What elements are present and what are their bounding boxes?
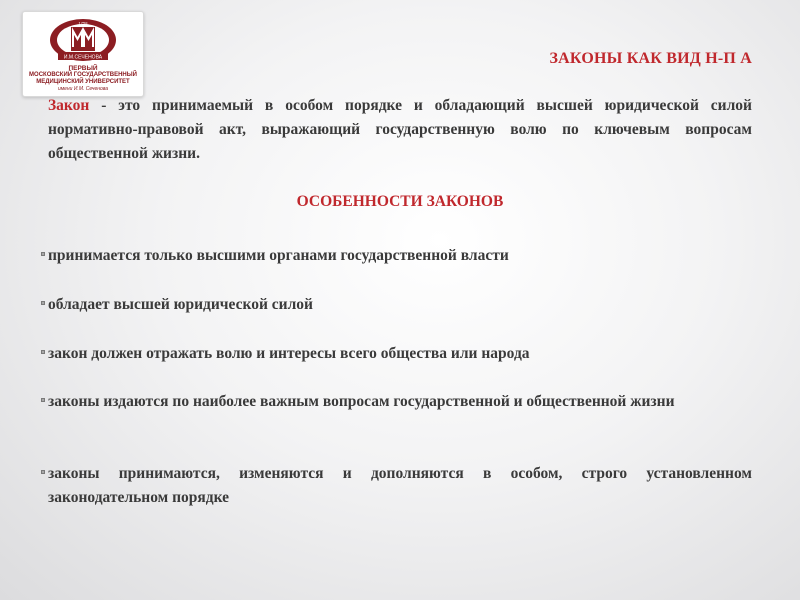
bullet-icon — [41, 252, 45, 256]
logo-line-1: ПЕРВЫЙ — [68, 65, 98, 72]
feature-text: законы издаются по наиболее важным вопросам государственной и общественной жизни — [48, 393, 675, 410]
feature-item — [48, 390, 752, 414]
feature-item — [48, 293, 752, 317]
university-logo — [22, 11, 144, 97]
logo-year: 1758 — [78, 20, 88, 26]
feature-text: законы принимаются, изменяются и дополняются в особом, строго установленном законодательном порядке — [48, 465, 752, 506]
bullet-icon — [41, 470, 45, 474]
university-emblem-icon — [48, 16, 118, 64]
bullet-icon — [41, 398, 45, 402]
feature-item — [48, 244, 752, 268]
definition-text: - это принимаемый в особом порядке и обладающий высшей юридической силой нормативно-правовой акт, выражающий государственную волю по ключевым вопросам общественной жизни. — [48, 97, 752, 162]
logo-line-2: МОСКОВСКИЙ ГОСУДАРСТВЕННЫЙ — [29, 72, 137, 78]
feature-text: закон должен отражать волю и интересы всего общества или народа — [48, 345, 530, 362]
definition-paragraph — [48, 94, 752, 166]
feature-item — [48, 462, 752, 510]
logo-line-3: МЕДИЦИНСКИЙ УНИВЕРСИТЕТ — [36, 79, 130, 85]
feature-text: обладает высшей юридической силой — [48, 296, 313, 313]
logo-line-4: имени И.М. Сеченова — [57, 86, 109, 92]
features-title: ОСОБЕННОСТИ ЗАКОНОВ — [296, 193, 504, 210]
feature-item — [48, 342, 752, 366]
definition-term: Закон — [48, 97, 90, 114]
bullet-icon — [41, 350, 45, 354]
slide-title: ЗАКОНЫ КАК ВИД Н-П А — [549, 50, 752, 67]
bullet-icon — [41, 301, 45, 305]
feature-text: принимается только высшими органами государственной власти — [48, 247, 509, 264]
logo-ribbon-text: И.М.СЕЧЕНОВА — [63, 54, 103, 61]
